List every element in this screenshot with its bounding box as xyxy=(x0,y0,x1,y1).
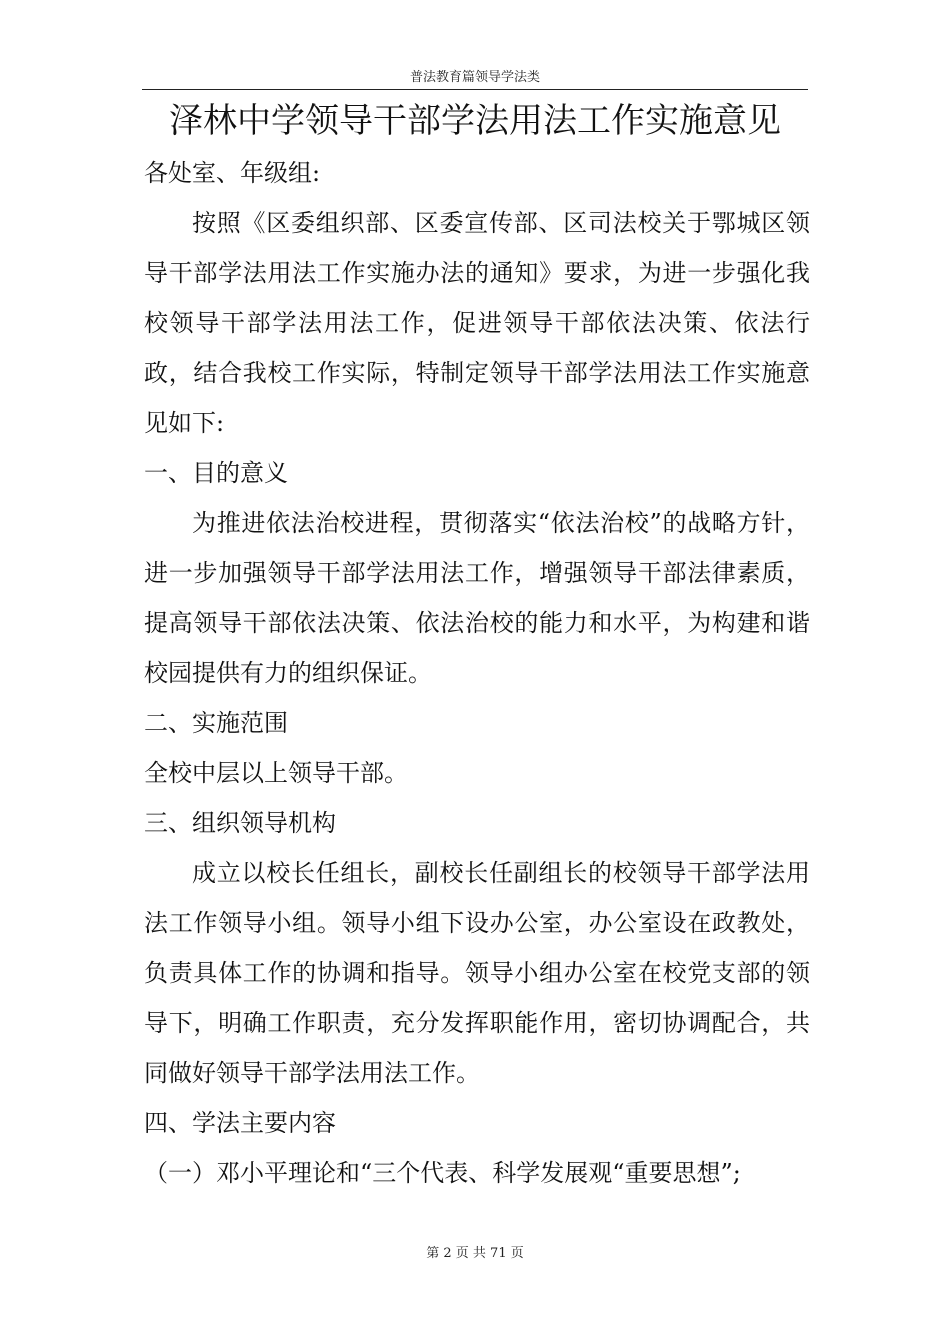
intro-paragraph: 按照《区委组织部、区委宣传部、区司法校关于鄂城区领导干部学法用法工作实施办法的通知》要求，为进一步强化我校领导干部学法用法工作，促进领导干部依法决策、依法行政，结合我校工作实际，特制定领导干部学法用法工作实施意见如下: xyxy=(144,209,810,437)
page-header: 普法教育篇领导学法类 xyxy=(409,70,540,85)
document-body xyxy=(144,148,810,1198)
section-heading-3: 三、组织领导机构 xyxy=(144,809,336,837)
section-heading-1: 一、目的意义 xyxy=(144,459,288,487)
section-heading-4: 四、学法主要内容 xyxy=(144,1109,336,1137)
document-title: 泽林中学领导干部学法用法工作实施意见 xyxy=(169,101,781,141)
section-2-paragraph: 全校中层以上领导干部。 xyxy=(144,759,408,787)
section-3-paragraph: 成立以校长任组长，副校长任副组长的校领导干部学法用法工作领导小组。领导小组下设办公室，办公室设在政教处，负责具体工作的协调和指导。领导小组办公室在校党支部的领导下，明确工作职责，充分发挥职能作用，密切协调配合，共同做好领导干部学法用法工作。 xyxy=(144,859,810,1087)
salutation: 各处室、年级组: xyxy=(144,159,321,187)
page-footer: 第 2 页 共 71 页 xyxy=(426,1246,524,1261)
section-4-item-1: （一）邓小平理论和“三个代表、科学发展观“重要思想”; xyxy=(144,1159,741,1187)
header-rule xyxy=(142,89,808,90)
section-heading-2: 二、实施范围 xyxy=(144,709,288,737)
section-1-paragraph: 为推进依法治校进程，贯彻落实“依法治校”的战略方针，进一步加强领导干部学法用法工作，增强领导干部法律素质，提高领导干部依法决策、依法治校的能力和水平，为构建和谐校园提供有力的组织保证。 xyxy=(144,509,810,687)
